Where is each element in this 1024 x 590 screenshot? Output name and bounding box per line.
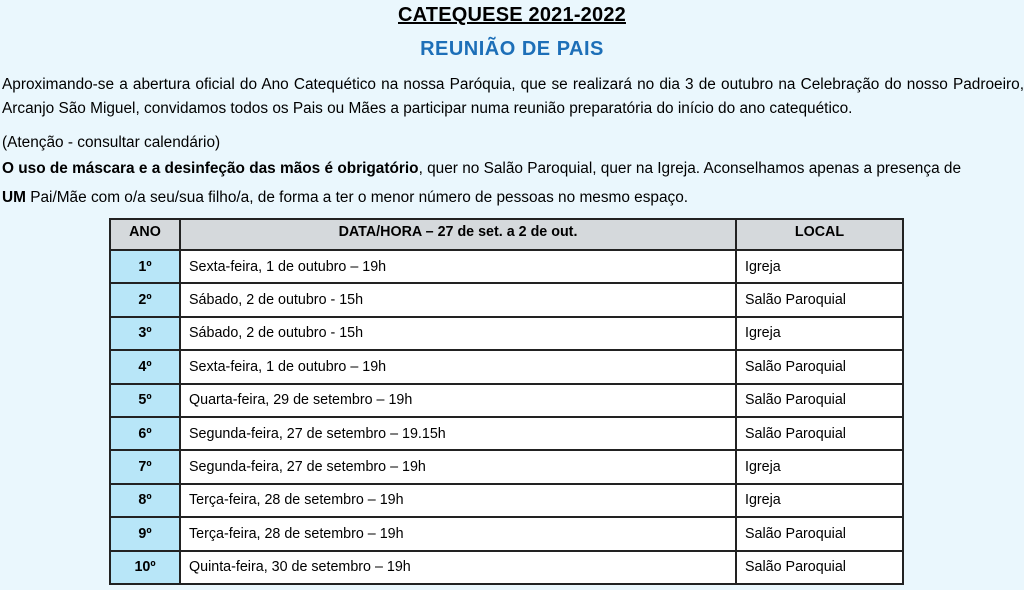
- table-row: [110, 317, 903, 350]
- cell-data-hora: Sábado, 2 de outubro - 15h: [180, 317, 736, 350]
- cell-data-hora: Sexta-feira, 1 de outubro – 19h: [180, 350, 736, 383]
- cell-ano: 6º: [110, 417, 180, 450]
- table-body: [110, 250, 903, 584]
- intro-note: (Atenção - consultar calendário): [2, 134, 221, 151]
- cell-data-hora: Quinta-feira, 30 de setembro – 19h: [180, 551, 736, 584]
- table-row: [110, 450, 903, 483]
- cell-ano: 1º: [110, 250, 180, 283]
- notice-paragraph: [2, 157, 1024, 181]
- cell-data-hora: Terça-feira, 28 de setembro – 19h: [180, 484, 736, 517]
- notice-paragraph-line-2: [2, 186, 1024, 210]
- intro-line-1: Aproximando-se a abertura oficial do Ano Catequético na nossa Paróquia, que se realizará no dia 3 de outubro na Celebração do nosso: [2, 76, 948, 93]
- table-row: [110, 384, 903, 417]
- cell-data-hora: Segunda-feira, 27 de setembro – 19.15h: [180, 417, 736, 450]
- cell-ano: 5º: [110, 384, 180, 417]
- header-local: LOCAL: [736, 219, 903, 250]
- cell-ano: 7º: [110, 450, 180, 483]
- cell-ano: 8º: [110, 484, 180, 517]
- table-row: [110, 484, 903, 517]
- page-subtitle: REUNIÃO DE PAIS: [420, 38, 604, 60]
- cell-ano: 9º: [110, 517, 180, 550]
- table-row: [110, 417, 903, 450]
- page-title: CATEQUESE 2021-2022: [398, 4, 626, 26]
- table-row: [110, 350, 903, 383]
- cell-local: Salão Paroquial: [736, 417, 903, 450]
- cell-local: Salão Paroquial: [736, 517, 903, 550]
- cell-local: Salão Paroquial: [736, 384, 903, 417]
- table-row: [110, 517, 903, 550]
- schedule-table-wrapper: [109, 218, 904, 585]
- cell-ano: 3º: [110, 317, 180, 350]
- notice-rest-line-1: , quer no Salão Paroquial, quer na Igreja. Aconselhamos apenas a presença de: [418, 160, 962, 177]
- cell-local: Igreja: [736, 450, 903, 483]
- table-row: [110, 250, 903, 283]
- cell-local: Igreja: [736, 317, 903, 350]
- cell-local: Igreja: [736, 250, 903, 283]
- cell-data-hora: Quarta-feira, 29 de setembro – 19h: [180, 384, 736, 417]
- cell-local: Salão Paroquial: [736, 551, 903, 584]
- table-row: [110, 551, 903, 584]
- cell-local: Salão Paroquial: [736, 283, 903, 316]
- notice-bold-um: UM: [2, 189, 26, 206]
- intro-line-2: Padroeiro, Arcanjo São Miguel, convidamos todos os Pais ou Mães a participar numa reunião preparatória do início do ano catequético.: [2, 76, 1024, 117]
- header-data-hora: DATA/HORA – 27 de set. a 2 de out.: [180, 219, 736, 250]
- cell-ano: 10º: [110, 551, 180, 584]
- cell-local: Salão Paroquial: [736, 350, 903, 383]
- notice-rest-line-2: Pai/Mãe com o/a seu/sua filho/a, de forma a ter o menor número de pessoas no mesmo espaço.: [25, 189, 689, 206]
- table-header-row: [110, 219, 903, 250]
- cell-data-hora: Sexta-feira, 1 de outubro – 19h: [180, 250, 736, 283]
- schedule-table: [109, 218, 904, 585]
- cell-data-hora: Sábado, 2 de outubro - 15h: [180, 283, 736, 316]
- intro-paragraph: [2, 73, 1024, 120]
- cell-data-hora: Terça-feira, 28 de setembro – 19h: [180, 517, 736, 550]
- cell-data-hora: Segunda-feira, 27 de setembro – 19h: [180, 450, 736, 483]
- cell-ano: 4º: [110, 350, 180, 383]
- table-row: [110, 283, 903, 316]
- cell-local: Igreja: [736, 484, 903, 517]
- cell-ano: 2º: [110, 283, 180, 316]
- notice-bold-start: O uso de máscara e a desinfeção das mãos é obrigatório: [2, 160, 419, 177]
- header-ano: ANO: [110, 219, 180, 250]
